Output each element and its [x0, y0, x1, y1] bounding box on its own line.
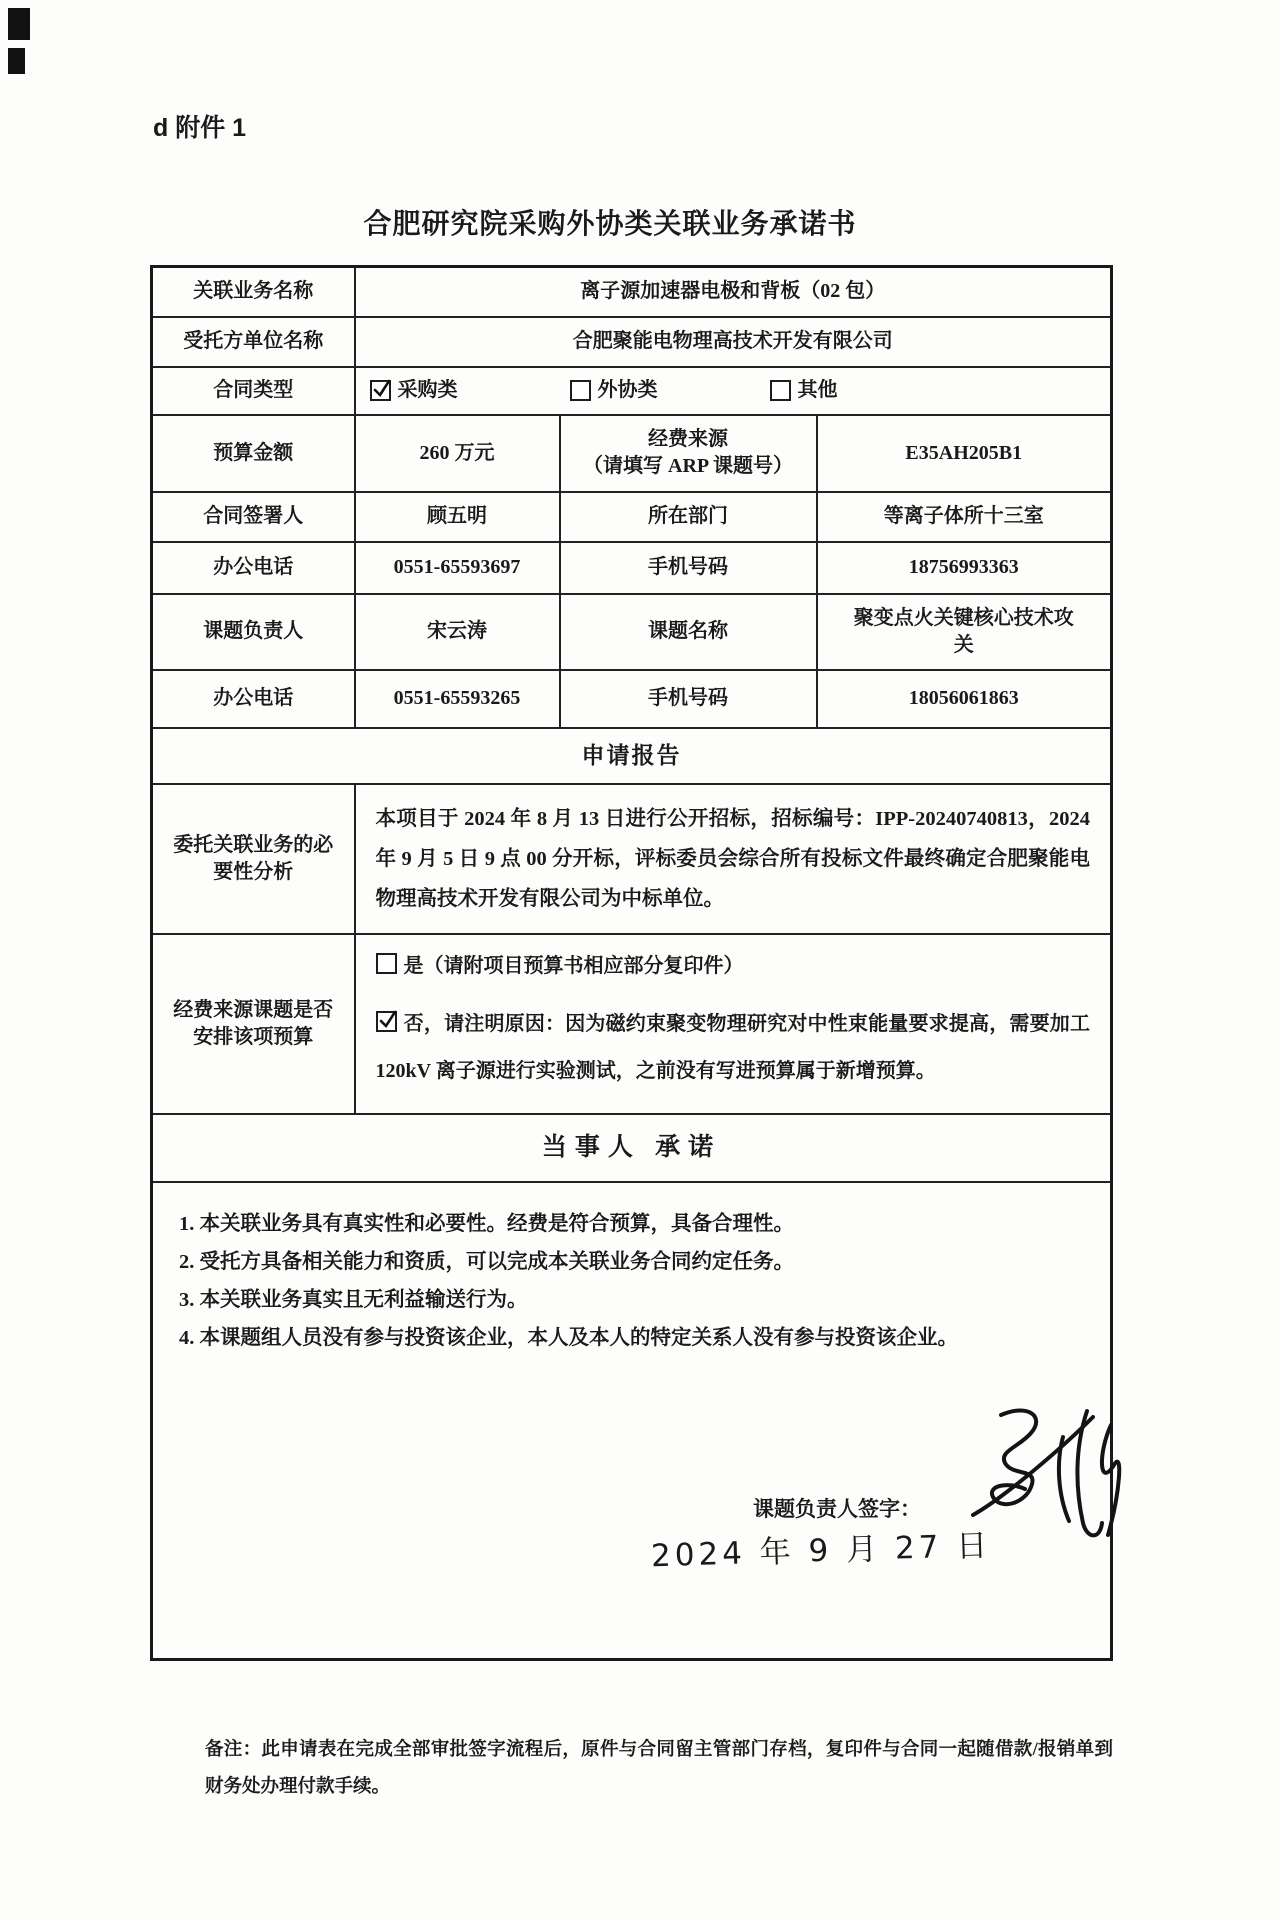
attachment-label: d 附件 1	[153, 114, 247, 142]
funding-source-value: E35AH205B1	[817, 415, 1112, 492]
row-project-leader	[152, 594, 1112, 670]
necessity-label-line1: 委托关联业务的必	[173, 833, 334, 856]
office-phone-1-value: 0551-65593697	[355, 542, 560, 594]
project-name-value	[817, 594, 1112, 670]
contract-signer-label: 合同签署人	[152, 492, 355, 542]
contract-signer-value: 顾五明	[355, 492, 560, 542]
row-application-report-header	[152, 728, 1112, 784]
funding-source-label	[560, 415, 817, 492]
mobile-2-label: 手机号码	[560, 670, 817, 728]
contract-type-options	[355, 367, 1112, 415]
budget-arranged-no-text: 否，请注明原因：因为磁约束聚变物理研究对中性束能量要求提高，需要加工 120kV 离子源进行实验测试，之前没有写进预算属于新增预算。	[375, 1012, 1090, 1082]
mobile-2-value: 18056061863	[817, 670, 1112, 728]
row-contract-type	[152, 367, 1112, 415]
row-office-phone-1	[152, 542, 1112, 594]
budget-arranged-cell	[355, 934, 1112, 1114]
budget-label: 预算金额	[152, 415, 355, 492]
office-phone-2-value: 0551-65593265	[355, 670, 560, 728]
commitment-body-cell	[152, 1182, 1112, 1660]
row-necessity	[152, 784, 1112, 934]
budget-arranged-label	[152, 934, 355, 1114]
commitment-item-1: 1. 本关联业务具有真实性和必要性。经费是符合预算，具备合理性。	[179, 1212, 794, 1235]
mobile-1-label: 手机号码	[560, 542, 817, 594]
necessity-text-cell	[355, 784, 1112, 934]
signature-label: 课题负责人签字：	[753, 1496, 921, 1521]
option-purchase-label: 采购类	[397, 379, 458, 401]
budget-arranged-label-line2: 安排该项预算	[193, 1025, 314, 1048]
checkbox-checked-icon	[370, 380, 391, 401]
project-name-value-line2: 关	[953, 633, 974, 656]
trustee-name-value: 合肥聚能电物理高技术开发有限公司	[355, 317, 1112, 367]
funding-source-label-line2: （请填写 ARP 课题号）	[583, 455, 793, 477]
option-other	[770, 377, 838, 404]
trustee-name-label: 受托方单位名称	[152, 317, 355, 367]
row-commitment-body	[152, 1182, 1112, 1660]
row-office-phone-2	[152, 670, 1112, 728]
business-name-value: 离子源加速器电极和背板（02 包）	[355, 267, 1112, 317]
checkbox-checked-icon	[376, 1011, 397, 1032]
signature-date: 2024 年 9 月 27 日	[650, 1527, 992, 1574]
project-name-label: 课题名称	[560, 594, 817, 670]
row-trustee-name	[152, 317, 1112, 367]
mobile-1-value: 18756993363	[817, 542, 1112, 594]
budget-arranged-no	[362, 983, 1105, 1095]
document-title: 合肥研究院采购外协类关联业务承诺书	[363, 209, 857, 240]
budget-arranged-yes-text: 是（请附项目预算书相应部分复印件）	[403, 954, 744, 977]
commitment-item-4: 4. 本课题组人员没有参与投资该企业，本人及本人的特定关系人没有参与投资该企业。	[179, 1326, 958, 1349]
funding-source-label-line1: 经费来源	[648, 428, 728, 450]
option-purchase	[370, 377, 458, 404]
budget-value: 260 万元	[355, 415, 560, 492]
necessity-label-line2: 要性分析	[213, 860, 294, 883]
checkbox-unchecked-icon	[376, 953, 397, 974]
project-leader-value: 宋云涛	[355, 594, 560, 670]
office-phone-1-label: 办公电话	[152, 542, 355, 594]
commitment-list	[153, 1183, 1110, 1357]
row-contract-signer	[152, 492, 1112, 542]
option-outsource-label: 外协类	[597, 379, 658, 401]
row-business-name	[152, 267, 1112, 317]
option-other-label: 其他	[797, 379, 838, 401]
scan-artifact	[8, 48, 25, 74]
checkbox-unchecked-icon	[570, 380, 591, 401]
row-budget-arranged	[152, 934, 1112, 1114]
row-budget	[152, 415, 1112, 492]
application-report-header: 申请报告	[152, 728, 1112, 784]
handwritten-signature	[971, 1401, 1131, 1559]
commitment-item-3: 3. 本关联业务真实且无利益输送行为。	[179, 1288, 528, 1311]
footer-note: 备注：此申请表在完成全部审批签字流程后，原件与合同留主管部门存档，复印件与合同一起随借款/报销单到财务处办理付款手续。	[205, 1740, 1113, 1797]
row-commitment-header	[152, 1114, 1112, 1182]
necessity-text: 本项目于 2024 年 8 月 13 日进行公开招标，招标编号：IPP-20240740813，2024 年 9 月 5 日 9 点 00 分开标，评标委员会综合所有投标文件最终确定合肥聚能电物理高技术开发有限公司为中标单位。	[375, 807, 1090, 910]
contract-type-label: 合同类型	[152, 367, 355, 415]
checkbox-unchecked-icon	[770, 380, 791, 401]
option-outsource	[570, 377, 658, 404]
department-label: 所在部门	[560, 492, 817, 542]
commitment-form-table	[150, 265, 1113, 1661]
commitment-item-2: 2. 受托方具备相关能力和资质，可以完成本关联业务合同约定任务。	[179, 1250, 794, 1273]
department-value: 等离子体所十三室	[817, 492, 1112, 542]
project-leader-label: 课题负责人	[152, 594, 355, 670]
scan-artifact	[8, 8, 30, 40]
project-name-value-line1: 聚变点火关键核心技术攻	[853, 606, 1074, 629]
necessity-label	[152, 784, 355, 934]
budget-arranged-label-line1: 经费来源课题是否	[173, 998, 334, 1021]
commitment-header: 当事人 承诺	[152, 1114, 1112, 1182]
office-phone-2-label: 办公电话	[152, 670, 355, 728]
budget-arranged-yes	[362, 945, 1105, 983]
business-name-label: 关联业务名称	[152, 267, 355, 317]
